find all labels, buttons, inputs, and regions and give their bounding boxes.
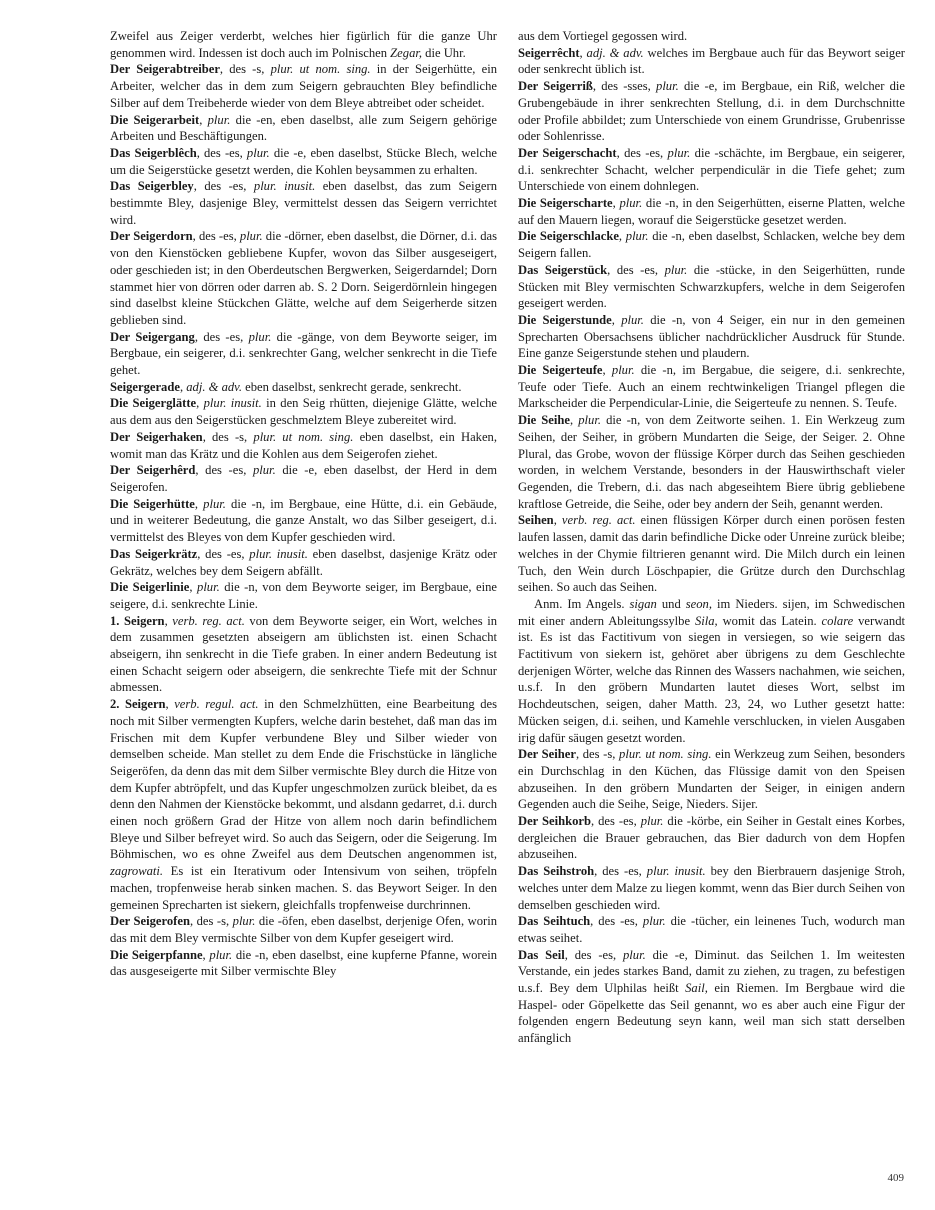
dictionary-entry: Zweifel aus Zeiger verderbt, welches hier figürlich für die ganze Uhr genommen wird. Indessen ist doch auch im Polnischen Zegar, die Uhr. xyxy=(110,29,497,60)
dictionary-entry: Das Seigerbley, des -es, plur. inusit. eben daselbst, das zum Seigern bestimmte Bley, dasjenige Bley, vermittelst dessen das Seigern verrichtet wird. xyxy=(110,179,497,227)
dictionary-entry: aus dem Vortiegel gegossen wird. xyxy=(518,29,688,43)
dictionary-entry: Der Seigerhêrd, des -es, plur. die -e, eben daselbst, der Herd in dem Seigerofen. xyxy=(110,463,498,494)
dictionary-entry: Die Seigerteufe, plur. die -n, im Bergabue, die seigere, d.i. senkrechte, Teufe oder Tiefe. Auch an einem rechtwinkeligen Triangel pflegen die Markscheider die Perpendicular-Linie, die Seigerteufe zu nennen. S. Teufe. xyxy=(518,363,905,411)
dictionary-entry: Die Seigerglätte, plur. inusit. in den Seig rhütten, diejenige Glätte, welche aus dem aus den Seigerstücken geschmelztem Bleye zubereitet wird. xyxy=(110,396,498,428)
dictionary-entry: Das Seigerkrätz, des -es, plur. inusit. eben daselbst, dasjenige Krätz oder Gekrätz, welches bey dem Seigern abfällt. xyxy=(110,546,497,578)
dictionary-entry: Die Seigerscharte, plur. die -n, in den Seigerhütten, eiserne Platten, welche auf den Mauern liegen, worauf die Seigerstücke gesetzet werden. xyxy=(518,196,906,227)
dictionary-entry: Das Seihtuch, des -es, plur. die -tücher, ein leinenes Tuch, wodurch man etwas seihet. xyxy=(518,914,905,945)
dictionary-entry: Die Seihe, plur. die -n, von dem Zeitworte seihen. 1. Ein Werkzeug zum Seihen, der Seiher, in gröbern Mundarten die Seige, der Seiger. 2. Ohne Plural, das Grobe, wovon der flüssige Körper durch das Seihen geschieden worden, in welchem Verstande, besonders in der Hauswirthschaft vieler Gegenden, die Trebern, d.i. das nach abgeseihtem Biere übrig gebliebene kraftlose Getreide, die Seihe, oder bey andern der Seih, genannt werden. xyxy=(518,413,905,511)
dictionary-entry: Der Seigerdorn, des -es, plur. die -dörner, eben daselbst, die Dörner, d.i. das von den Kienstöcken gebliebene Kupfer, wovon das Silber ausgeseigert, oder geschieden ist; in den Oberdeutschen Bergwerken, Seigerdarndel; Dorn stammet hier von dörren oder darren ab. S. 2 Dorn. Seigerdörnlein hingegen sind daselbst kleine Stückchen Glätte, welche auf dem Seigerherde sitzen geblieben sind. xyxy=(110,229,497,327)
dictionary-entry: 1. Seigern, verb. reg. act. von dem Beyworte seiger, ein Wort, welches in dem zusammen gesetzten abseigern am üblichsten ist. einen Schacht abseigern, ihn senkrecht in die Tiefe graben. In einer andern Bedeutung ist einen Schacht seigern oder abseigern, die senkrechte Tiefe mit der Schnur abmessen. xyxy=(110,613,498,695)
page-number: 409 xyxy=(887,1172,904,1184)
dictionary-entry: 2. Seigern, verb. regul. act. in den Schmelzhütten, eine Bearbeitung des noch mit Silber vermengten Kupfers, welche darin bestehet, daß man das im Frischen mit dem Kupfer verbundene Bley und Silber wieder von demselben scheide. Man stellet zu dem Ende die Frischstücke in längliche Seigeröfen, da denn das mit dem Silber vermischte Bley durch die Hitze von dem Kupfer abtröpfelt, und das Kupfer ungeschmolzen zurück bleibet, da es denn den Nahmen der Kienstöcke bekommt, und alsdann gedarret, d.i. durch einen noch größern Grad der Hitze von allem noch darin befindlichem Bleye und Silber befreyet wird. So auch das Seigern, oder die Seigerung. Im Böhmischen, wo es ohne Zweifel aus dem Deutschen angenommen ist, zagrowati. Es ist ein Iterativum oder Intensivum von seihen, tröpfeln machen, tropfenweise herab sinken machen. S. das Beywort Seiger. In den gemeinen Sprecharten ist siekern, gleichfalls tropfenweise durchrinnen. xyxy=(110,697,497,912)
annotation-paragraph: Anm. Im Angels. sigan und seon, im Nieders. sijen, im Schwedischen mit einer andern Ableitungssylbe Sila, womit das Latein. colare verwandt ist. Es ist das Factitivum von siegen in versiegen, so wie seigern das Factitivum von siekern ist, gehöret aber übrigens zu dem Geschlechte derjenigen Wörter, welche das Rinnen des Wassers nachahmen, wie seichen, u.s.f. In den gröbern Mundarten lautet dieses Wort, selbst im Hochdeutschen, seigen, daher Matth. 23, 24, wo Luther gesetzt hatte: Mücken seigen, d.i. seihen, und Kamehle verschlucken, in vielen Ausgaben irig dafür säugen gesetzt worden. xyxy=(518,596,905,745)
dictionary-entry: Der Seigerschacht, des -es, plur. die -schächte, im Bergbaue, ein seigerer, d.i. senkrechter Schacht, welcher perpendiculär in die Tiefe gehet; zum Unterschiede von einem dohnlegen. xyxy=(518,145,906,194)
dictionary-entry: Die Seigerpfanne, plur. die -n, eben daselbst, eine kupferne Pfanne, worein das ausgeseigerte mit Silber vermischte Bley xyxy=(110,947,498,979)
dictionary-entry: Der Seihkorb, des -es, plur. die -körbe, ein Seiher in Gestalt eines Korbes, dergleichen die Brauer gebrauchen, das Bier dadurch von dem Hopfen abzuseihen. xyxy=(518,814,906,862)
dictionary-entry: Der Seigerofen, des -s, plur. die -öfen, eben daselbst, derjenige Ofen, worin das mit dem Bley vermischte Silber von dem Kupfer geseigert wird. xyxy=(110,914,498,945)
dictionary-entry: Das Seigerblêch, des -es, plur. die -e, eben daselbst, Stücke Blech, welche um die Seigerstücke gesetzt werden, die Kohlen beysammen zu erhalten. xyxy=(110,145,497,177)
dictionary-entry: Das Seigerstück, des -es, plur. die -stücke, in den Seigerhütten, runde Stücken mit Bley vermischten Schwarzkupfers, welche in dem Seigerofen geseigert werden. xyxy=(518,262,906,311)
dictionary-entry: Seigergerade, adj. & adv. eben daselbst, senkrecht gerade, senkrecht. xyxy=(110,379,462,394)
right-column xyxy=(518,28,905,1047)
dictionary-entry: Die Seigerarbeit, plur. die -en, eben daselbst, alle zum Seigern gehörige Arbeiten und Beschäftigungen. xyxy=(110,112,498,144)
dictionary-entry: Der Seigerhaken, des -s, plur. ut nom. sing. eben daselbst, ein Haken, womit man das Krätz und die Kohlen aus dem Seigerofen ziehet. xyxy=(110,429,497,461)
dictionary-entry: Die Seigerhütte, plur. die -n, im Bergbaue, eine Hütte, d.i. ein Gebäude, und in weiterer Bedeutung, die ganze Anstalt, wo das Silber geseigert, d.i. vermittelst des Bleyes von dem Kupfer geschieden wird. xyxy=(110,496,498,545)
dictionary-entry: Seigerrêcht, adj. & adv. welches im Bergbaue auch für das Beywort seiger oder senkrecht üblich ist. xyxy=(518,45,905,77)
dictionary-entry: Das Seil, des -es, plur. die -e, Diminut. das Seilchen 1. Im weitesten Verstande, ein jedes starkes Band, damit zu ziehen, zu tragen, zu befestigen u.s.f. Bey dem Ulphilas heißt Sail, ein Riemen. Im Bergbaue wird die Haspel- oder Göpelkette das Seil genannt, wo es aber auch eine Figur der folgenden engern Bedeutung seyn kann, weil man sich statt derselben anfänglich xyxy=(518,947,906,1046)
dictionary-entry: Der Seigerriß, des -sses, plur. die -e, im Bergbaue, ein Riß, welcher die Grubengebäude in ihrer senkrechten Stellung, d.i. in dem Durchschnitte oder Profile abbildet; zum Unterschiede von einem Grundrisse, Grubenrisse oder Sohlenrisse. xyxy=(518,79,905,144)
dictionary-entry: Das Seihstroh, des -es, plur. inusit. bey den Bierbrauern dasjenige Stroh, welches unter dem Malze zu liegen kommt, wenn das Bier durch Seihen von demselben geschieden wird. xyxy=(518,864,905,912)
dictionary-entry: Der Seigerabtreiber, des -s, plur. ut nom. sing. in der Seigerhütte, ein Arbeiter, welcher das in dem zum Seigern gebrauchten Bley befindliche Silber auf dem Treibeherde wieder von dem Bleye abtreibet oder scheidet. xyxy=(110,62,498,110)
dictionary-entry: Die Seigerlinie, plur. die -n, von dem Beyworte seiger, im Bergbaue, eine seigere, d.i. senkrechte Linie. xyxy=(110,580,498,611)
left-column xyxy=(110,28,497,980)
dictionary-entry: Seihen, verb. reg. act. einen flüssigen Körper durch einen porösen festen laufen lassen, damit das darin befindliche Dicke oder Unreine zurück bleibe; welches in der Chymie filtrieren genannt wird. Die Milch durch ein leinen Tuch, den Wein durch Löschpapier, die Grütze durch den Durchschlag seihen. So auch das Seihen. xyxy=(518,513,906,595)
dictionary-entry: Der Seigergang, des -es, plur. die -gänge, von dem Beyworte seiger, im Bergbaue, ein seigerer, d.i. senkrechter Gang, welcher senkrecht in die Tiefe gehet. xyxy=(110,329,497,378)
dictionary-entry: Der Seiher, des -s, plur. ut nom. sing. ein Werkzeug zum Seihen, besonders ein Durchschlag in den Küchen, das Flüssige damit von den Speisen abzuseihen. In den gröbern Mundarten der Seiger, in einigen andern Gegenden auch die Seihe, Seige, Nieders. Sijer. xyxy=(518,747,905,812)
dictionary-entry: Die Seigerstunde, plur. die -n, von 4 Seiger, ein nur in den gemeinen Sprecharten Obersachsens üblicher nachdrücklicher Ausdruck für Stunde. Eine ganze Seigerstunde stehen und plaudern. xyxy=(518,312,906,361)
dictionary-entry: Die Seigerschlacke, plur. die -n, eben daselbst, Schlacken, welche bey dem Seigern fallen. xyxy=(518,229,905,261)
